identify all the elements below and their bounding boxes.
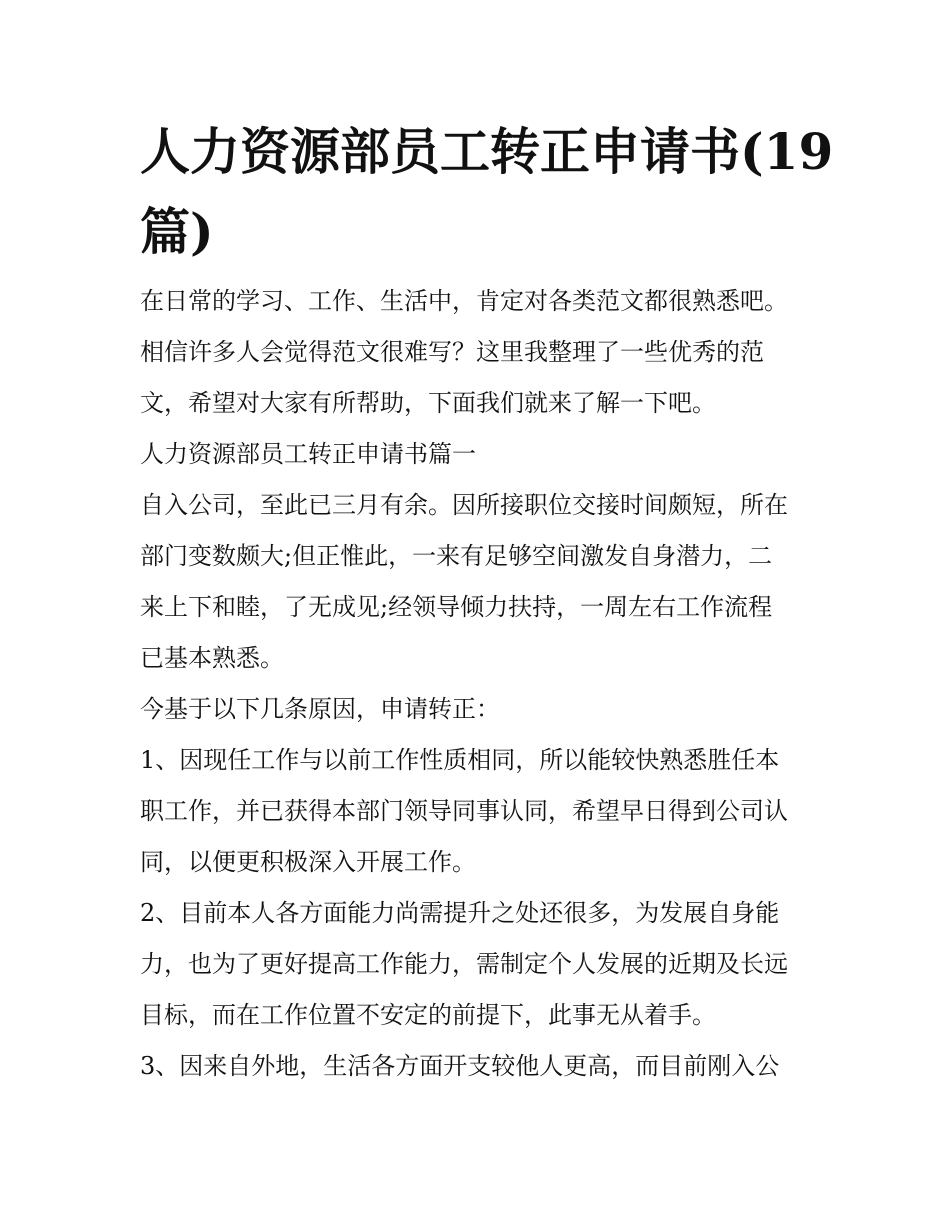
intro-line-3: 文，希望对大家有所帮助，下面我们就来了解一下吧。 (140, 389, 716, 417)
paragraph-line: 已基本熟悉。 (140, 644, 284, 672)
list-item-line: 力，也为了更好提高工作能力，需制定个人发展的近期及长远 (140, 950, 788, 978)
list-item-line: 1、因现任工作与以前工作性质相同，所以能较快熟悉胜任本 (140, 746, 780, 774)
list-item-line: 3、因来自外地，生活各方面开支较他人更高，而目前刚入公 (140, 1052, 780, 1080)
intro-line-2: 相信许多人会觉得范文很难写？这里我整理了一些优秀的范 (140, 338, 764, 366)
paragraph-line: 来上下和睦，了无成见;经领导倾力扶持，一周左右工作流程 (140, 593, 773, 621)
intro-line-1: 在日常的学习、工作、生活中，肯定对各类范文都很熟悉吧。 (140, 287, 788, 315)
document-title (140, 112, 834, 272)
section-heading: 人力资源部员工转正申请书篇一 (140, 440, 476, 468)
paragraph-line: 自入公司，至此已三月有余。因所接职位交接时间颇短，所在 (140, 491, 788, 519)
paragraph-line: 部门变数颇大;但正惟此，一来有足够空间激发自身潜力，二 (140, 542, 773, 570)
title-line-2: 篇) (140, 202, 214, 261)
list-item-line: 同，以便更积极深入开展工作。 (140, 848, 476, 876)
paragraph-line: 今基于以下几条原因，申请转正： (140, 695, 500, 723)
list-item-line: 2、目前本人各方面能力尚需提升之处还很多，为发展自身能 (140, 899, 780, 927)
title-line-1: 人力资源部员工转正申请书(19 (140, 122, 834, 181)
list-item-line: 目标，而在工作位置不安定的前提下，此事无从着手。 (140, 1001, 716, 1029)
list-item-line: 职工作，并已获得本部门领导同事认同，希望早日得到公司认 (140, 797, 788, 825)
